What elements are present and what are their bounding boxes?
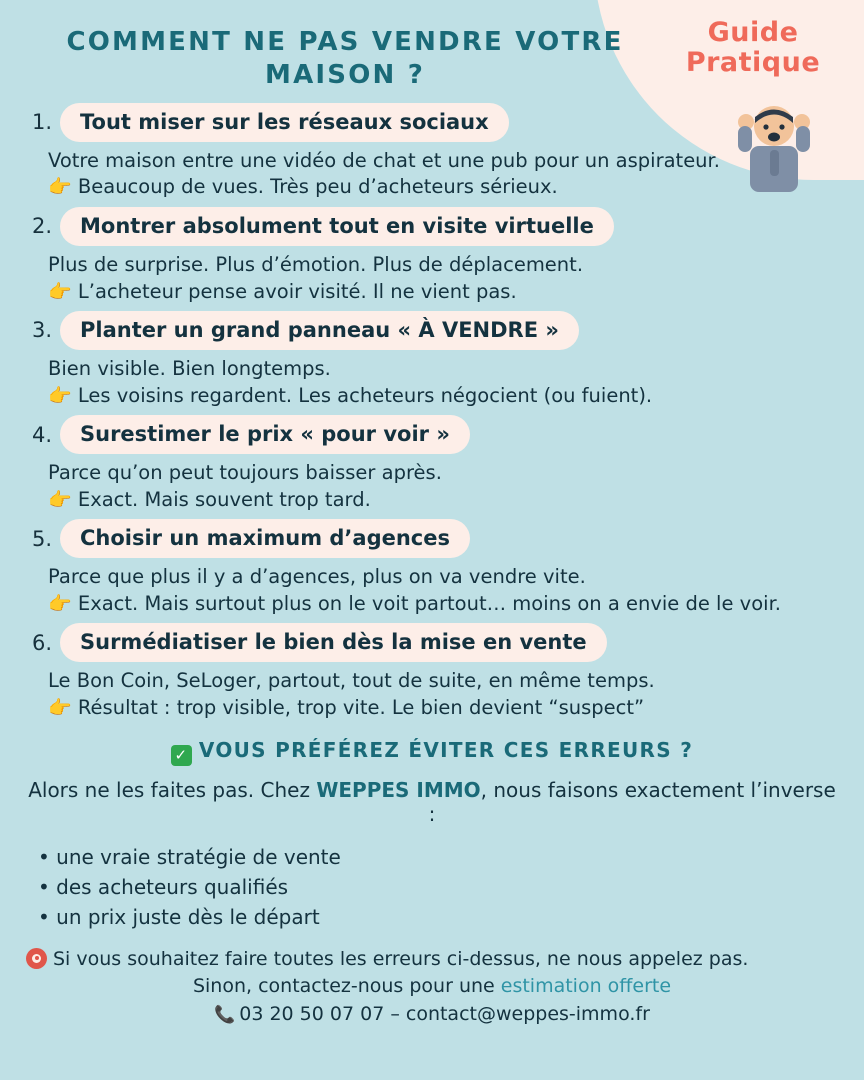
item-body-text: Parce que plus il y a d’agences, plus on va vendre vite. <box>48 565 586 589</box>
item-number: 4. <box>31 422 52 447</box>
item-result <box>48 487 838 513</box>
pointing-hand-icon: 👉 <box>48 697 72 720</box>
list-item <box>26 623 838 721</box>
item-result <box>48 383 838 409</box>
item-header <box>26 103 838 142</box>
item-body <box>26 668 838 721</box>
item-body-text: Votre maison entre une vidéo de chat et une pub pour un aspirateur. <box>48 148 720 172</box>
footer-invite <box>26 973 838 1001</box>
closing-intro-after: , nous faisons exactement l’inverse : <box>428 777 836 826</box>
list-item <box>26 415 838 513</box>
item-result <box>48 174 838 200</box>
pointing-hand-icon: 👉 <box>48 176 72 199</box>
brand-name: WEPPES IMMO <box>316 777 481 802</box>
list-item: • une vraie stratégie de vente <box>38 844 341 869</box>
item-result-text: Résultat : trop visible, trop vite. Le bien devient “suspect” <box>77 696 645 720</box>
list-item: • un prix juste dès le départ <box>38 904 320 929</box>
list-item <box>26 519 838 617</box>
item-header <box>26 519 838 558</box>
item-header <box>26 311 838 350</box>
item-number: 5. <box>31 526 52 551</box>
item-result <box>48 279 838 305</box>
item-heading: Planter un grand panneau « À VENDRE » <box>60 311 579 350</box>
item-body-text: Parce qu’on peut toujours baisser après. <box>48 461 442 485</box>
guide-pratique-line1: Guide <box>707 17 799 48</box>
closing-intro-before: Alors ne les faites pas. Chez <box>28 777 317 802</box>
check-icon: ✓ <box>171 745 192 766</box>
item-result-text: Beaucoup de vues. Très peu d’acheteurs sérieux. <box>77 175 558 199</box>
item-number: 2. <box>31 214 52 239</box>
pointing-hand-icon: 👉 <box>48 489 72 512</box>
item-body <box>26 356 838 409</box>
pointing-hand-icon: 👉 <box>48 384 72 407</box>
item-body <box>26 460 838 513</box>
phone-icon: 📞 <box>214 1004 236 1025</box>
item-heading: Montrer absolument tout en visite virtuelle <box>60 207 614 246</box>
list-item <box>26 207 838 305</box>
item-body <box>26 564 838 617</box>
closing-intro <box>26 778 838 826</box>
guide-pratique-line2: Pratique <box>685 47 821 79</box>
item-body-text: Plus de surprise. Plus d’émotion. Plus de déplacement. <box>48 252 584 276</box>
footer-warning-text: Si vous souhaitez faire toutes les erreurs ci-dessus, ne nous appelez pas. <box>53 947 749 970</box>
item-number: 1. <box>31 110 52 135</box>
item-body-text: Le Bon Coin, SeLoger, partout, tout de suite, en même temps. <box>48 669 655 693</box>
guide-pratique-badge <box>658 18 848 78</box>
item-heading: Surmédiatiser le bien dès la mise en vente <box>60 623 607 662</box>
item-number: 6. <box>31 630 52 655</box>
item-header <box>26 207 838 246</box>
item-body-text: Bien visible. Bien longtemps. <box>48 356 331 380</box>
target-icon <box>26 948 47 969</box>
item-heading: Tout miser sur les réseaux sociaux <box>60 103 509 142</box>
item-result-text: L’acheteur pense avoir visité. Il ne vient pas. <box>77 279 517 303</box>
closing-section <box>0 728 864 1029</box>
item-body <box>26 252 838 305</box>
benefits-list <box>26 842 838 932</box>
list-item <box>26 311 838 409</box>
page-title: COMMENT NE PAS VENDRE VOTRE MAISON ? <box>66 27 624 91</box>
item-heading: Surestimer le prix « pour voir » <box>60 415 470 454</box>
item-result <box>48 591 838 617</box>
item-result-text: Exact. Mais souvent trop tard. <box>77 488 371 512</box>
contact-details[interactable]: 03 20 50 07 07 – contact@weppes-immo.fr <box>239 1002 650 1025</box>
list-item <box>26 103 838 201</box>
closing-headline <box>26 738 838 766</box>
item-header <box>26 623 838 662</box>
item-header <box>26 415 838 454</box>
closing-headline-text: VOUS PRÉFÉREZ ÉVITER CES ERREURS ? <box>198 737 694 762</box>
footer-warning <box>26 946 838 974</box>
pointing-hand-icon: 👉 <box>48 593 72 616</box>
item-number: 3. <box>31 318 52 343</box>
person-stressed-icon <box>728 96 820 192</box>
pointing-hand-icon: 👉 <box>48 280 72 303</box>
item-result-text: Les voisins regardent. Les acheteurs négocient (ou fuient). <box>77 383 653 407</box>
tips-list <box>0 99 864 722</box>
item-result-text: Exact. Mais surtout plus on le voit partout… moins on a envie de le voir. <box>77 592 781 616</box>
item-heading: Choisir un maximum d’agences <box>60 519 470 558</box>
item-body <box>26 148 838 201</box>
footer-invite-text: Sinon, contactez-nous pour une <box>192 975 501 998</box>
footer-contact[interactable] <box>26 1001 838 1029</box>
estimation-link[interactable]: estimation offerte <box>500 975 672 998</box>
item-result <box>48 695 838 721</box>
list-item: • des acheteurs qualifiés <box>38 874 289 899</box>
